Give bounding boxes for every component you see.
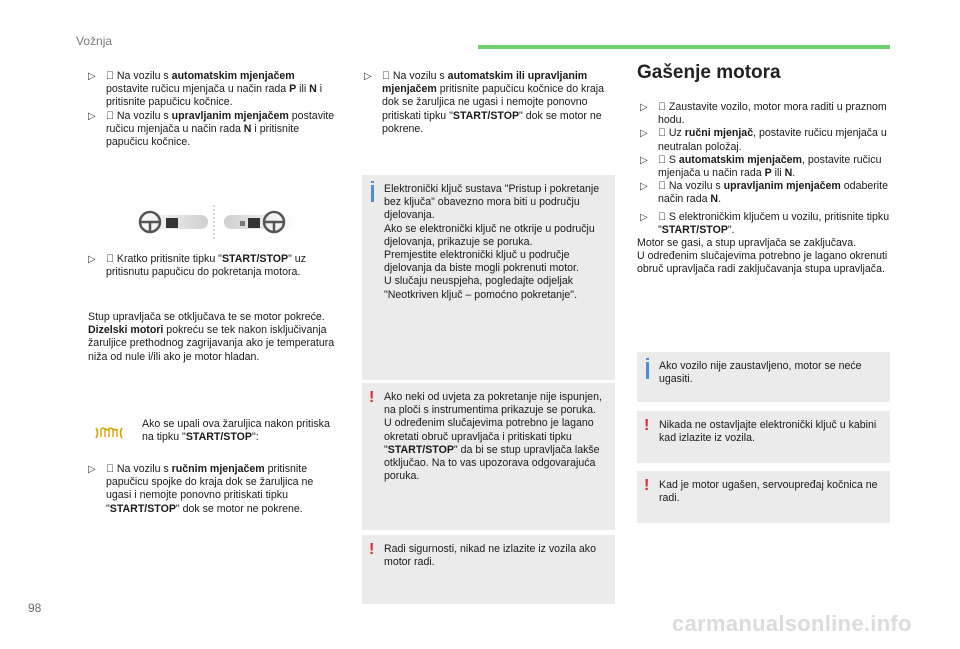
arrow-bullet-icon: ▷ bbox=[364, 71, 372, 82]
page-number: 98 bbox=[28, 601, 42, 615]
start-paragraph: Stup upravljača se otključava te se motor pokreće. Dizelski motori pokreću se tek nakon isključivanja žaruljice prethodnog zagrijavanja ako je temperatura niža od nule i/ili ako je motor hladan. bbox=[88, 311, 335, 363]
warning-box: ! Radi sigurnosti, nikad ne izlazite iz vozila ako motor radi. bbox=[362, 535, 615, 604]
info-box: Elektronički ključ sustava "Pristup i pokretanje bez ključa" obavezno mora biti u području djelovanja. Ako se elektronički ključ ne otkrije u području djelovanja, prikazuje se poruka. Premjestite elektronički ključ u područje djelovanja da biste mogli pokrenuti motor. U slučaju neuspjeha, pogledajte odjeljak "Neotkriven ključ – pomoćno pokretanje". bbox=[362, 175, 615, 380]
warning-icon: ! bbox=[369, 541, 375, 558]
info-icon bbox=[371, 185, 374, 202]
arrow-bullet-icon: ▷ bbox=[640, 102, 648, 113]
arrow-bullet-icon: ▷ bbox=[88, 71, 96, 82]
warning-box: ! Kad je motor ugašen, servoupređaj kočnica ne radi. bbox=[637, 471, 890, 523]
warning-icon: ! bbox=[369, 389, 375, 406]
warning-box: ! Ako neki od uvjeta za pokretanje nije ispunjen, na ploči s instrumentima prikazuje se poruka. U određenim slučajevima potrebno je lagano okretati obruč upravljača i pritiskati tipku "START/STOP" da bi se stup upravljača lakše otključao. Na to vas upozorava odgovarajuća poruka. bbox=[362, 383, 615, 530]
column-1 bbox=[88, 70, 338, 149]
pedal-icon bbox=[248, 218, 260, 228]
bullet-item: ▷ S automatskim mjenjačem, postavite ručicu mjenjača u način rada P ili N. bbox=[640, 153, 882, 180]
column-2 bbox=[364, 70, 614, 136]
warning-icon: ! bbox=[644, 477, 650, 494]
section-title: Vožnja bbox=[76, 34, 113, 48]
info-box: Ako vozilo nije zaustavljeno, motor se neće ugasiti. bbox=[637, 352, 890, 402]
arrow-bullet-icon: ▷ bbox=[640, 211, 648, 223]
column-1-part-2 bbox=[88, 253, 338, 279]
bullet-item: ▷ Na vozilu s automatskim mjenjačem postavite ručicu mjenjača u način rada P ili N i pritisnite papučicu kočnice. bbox=[88, 70, 323, 109]
bullet-item: ▷ S elektroničkim ključem u vozilu, pritisnite tipku "START/STOP". bbox=[640, 210, 890, 236]
info-icon bbox=[646, 362, 649, 379]
preheat-glow-plug-icon bbox=[95, 426, 123, 440]
arrow-bullet-icon: ▷ bbox=[88, 464, 96, 475]
warning-box: ! Nikada ne ostavljajte elektronički ključ u kabini kad izlazite iz vozila. bbox=[637, 411, 890, 463]
arrow-bullet-icon: ▷ bbox=[640, 181, 648, 193]
arrow-bullet-icon: ▷ bbox=[88, 254, 96, 265]
header-rule bbox=[478, 45, 890, 49]
section-heading: Gašenje motora bbox=[637, 62, 781, 83]
bullet-item: ▷ Zaustavite vozilo, motor mora raditi u praznom hodu. bbox=[640, 101, 887, 127]
bullet-item: ▷ Na vozilu s ručnim mjenjačem pritisnite papučicu spojke do kraja dok se žaruljica ne ugasi i nemojte ponovno pritiskati tipku "START/STOP" dok se motor ne pokrene. bbox=[88, 463, 314, 515]
preheat-note: Ako se upali ova žaruljica nakon pritiska na tipku "START/STOP": bbox=[142, 418, 330, 444]
bullet-item: ▷ Na vozilu s upravljanim mjenjačem odaberite način rada N. bbox=[640, 180, 888, 206]
column-3 bbox=[637, 62, 889, 83]
footer-watermark: carmanualsonline.info bbox=[672, 611, 912, 636]
bullet-item: ▷ Na vozilu s automatskim ili upravljanim mjenjačem pritisnite papučicu kočnice do kraja dok se žaruljica ne ugasi i nemojte ponovno pritiskati tipku "START/STOP" dok se motor ne pokrene. bbox=[364, 70, 604, 135]
arrow-bullet-icon: ▷ bbox=[640, 128, 648, 140]
stop-paragraph: Motor se gasi, a stup upravljača se zaključava. U određenim slučajevima potrebno je lagano okrenuti obruč upravljača radi zaključavanja stupa upravljača. bbox=[637, 237, 888, 276]
bullet-item: ▷ Uz ručni mjenjač, postavite ručicu mjenjača u neutralan položaj. bbox=[640, 127, 887, 153]
pedal-icon bbox=[166, 218, 178, 228]
column-3-list bbox=[637, 101, 890, 277]
arrow-bullet-icon: ▷ bbox=[640, 154, 648, 166]
bullet-item: ▷ Kratko pritisnite tipku "START/STOP" uz pritisnutu papučicu do pokretanja motora. bbox=[88, 253, 306, 279]
bullet-item: ▷ Na vozilu s upravljanim mjenjačem postavite ručicu mjenjača u način rada N i pritisnite papučicu kočnice. bbox=[88, 109, 335, 149]
column-1-part-3 bbox=[88, 463, 338, 516]
warning-icon: ! bbox=[644, 417, 650, 434]
arrow-bullet-icon: ▷ bbox=[88, 110, 96, 122]
steering-wheel-illustration bbox=[136, 205, 296, 241]
